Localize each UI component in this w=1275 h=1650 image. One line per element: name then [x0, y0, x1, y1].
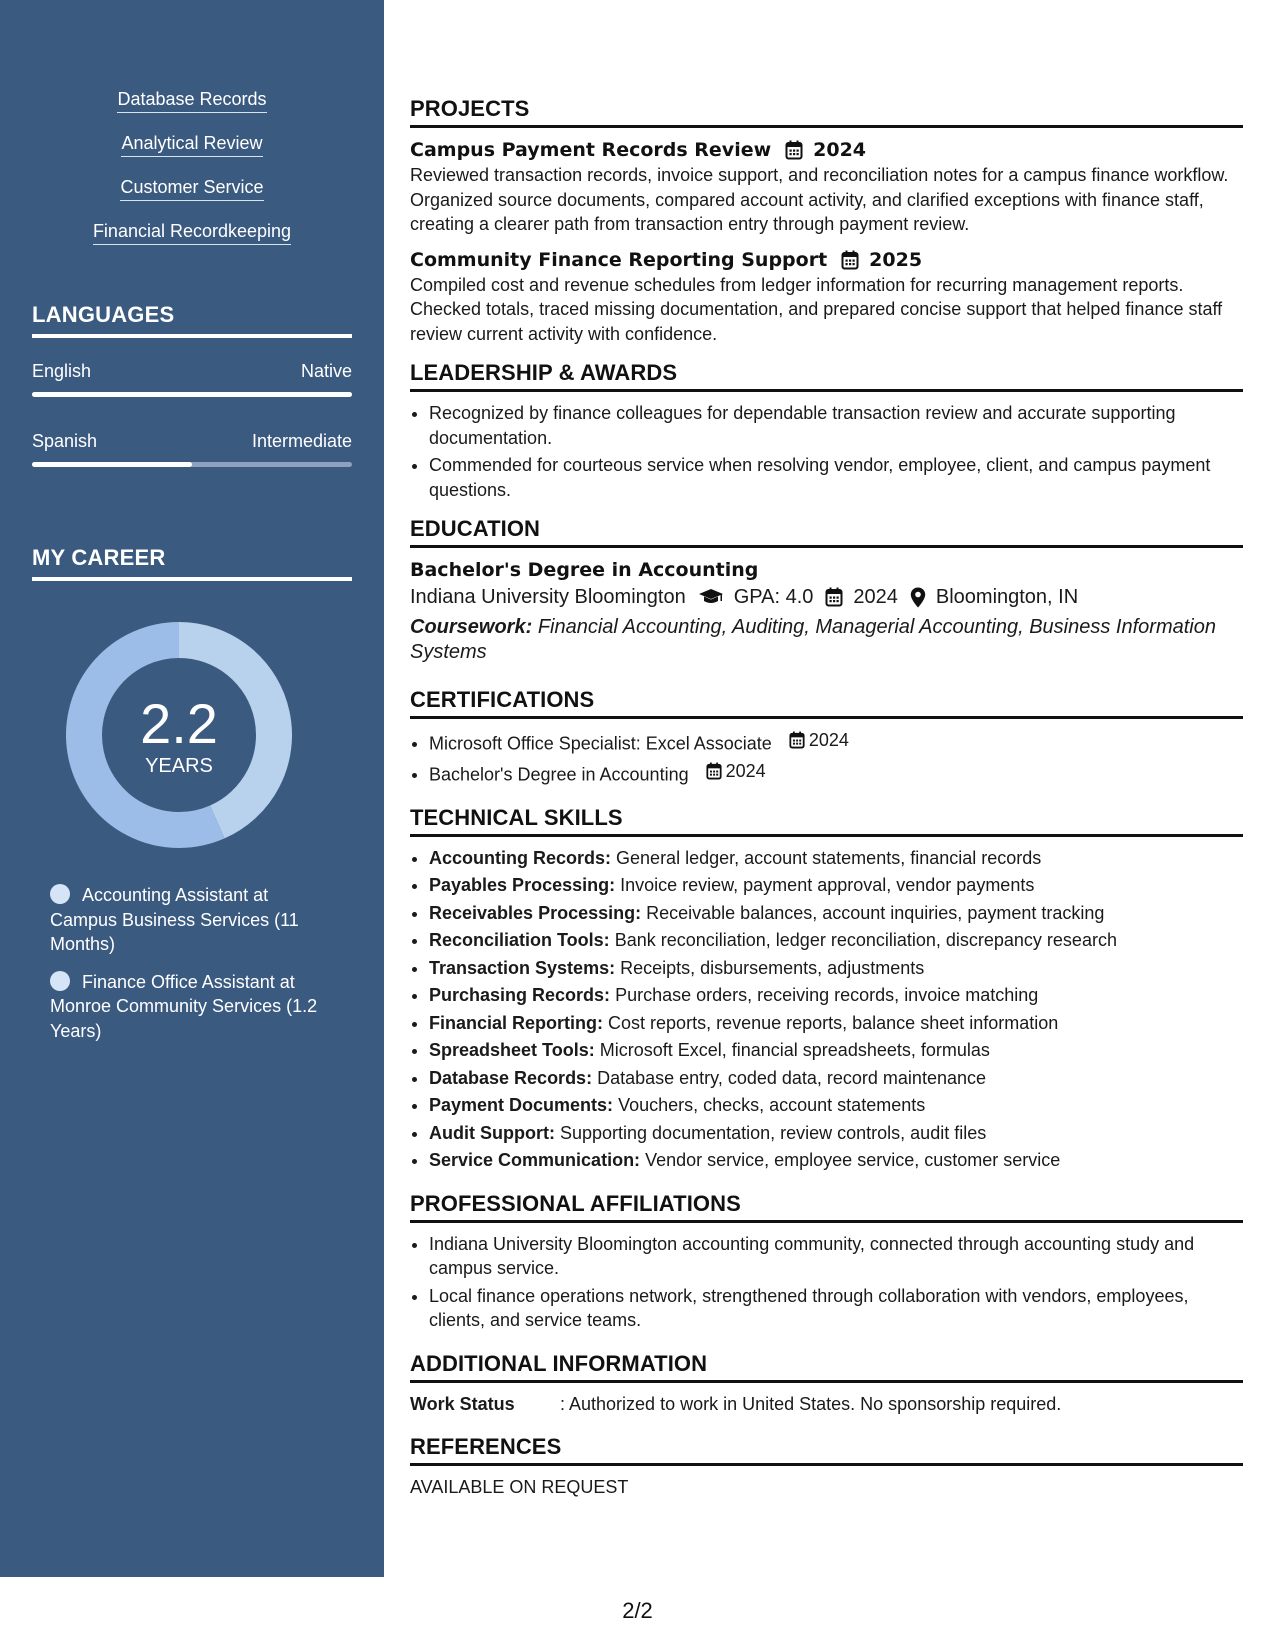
affiliations-list — [410, 1232, 1243, 1333]
language-level: Native — [300, 361, 352, 381]
sidebar — [0, 0, 384, 1577]
language-name: English — [32, 361, 92, 381]
languages-heading: LANGUAGES — [32, 302, 352, 338]
skill-label: Transaction Systems: — [429, 957, 616, 978]
career-item-text: Finance Office Assistant at Monroe Community Services (1.2 Years) — [50, 971, 318, 1041]
skill-item — [429, 928, 1243, 953]
skill-label: Financial Reporting: — [429, 1012, 604, 1033]
work-status-row — [410, 1392, 1243, 1416]
skill-item — [429, 983, 1243, 1008]
skill-value: Microsoft Excel, financial spreadsheets, formulas — [599, 1040, 990, 1060]
coursework — [410, 615, 1243, 665]
calendar-icon — [789, 731, 805, 749]
projects-section — [410, 96, 1243, 346]
affiliations-section — [410, 1191, 1243, 1333]
work-status-label: Work Status — [410, 1393, 515, 1414]
certification-item — [429, 728, 1243, 756]
language-proficiency-fill — [32, 462, 192, 467]
section-title: EDUCATION — [410, 516, 1243, 548]
skill-label: Purchasing Records: — [429, 985, 611, 1005]
skill-label: Receivables Processing: — [429, 902, 642, 923]
section-title: REFERENCES — [410, 1434, 1243, 1466]
project-name: Campus Payment Records Review — [410, 139, 772, 161]
career-heading: MY CAREER — [32, 545, 352, 581]
certifications-section — [410, 687, 1243, 787]
skill-value: Purchase orders, receiving records, invoice matching — [615, 985, 1039, 1005]
career-donut-chart — [66, 622, 292, 848]
page-number: 2/2 — [622, 1598, 653, 1623]
certification-date — [789, 728, 849, 753]
skill-item — [429, 1093, 1243, 1118]
work-status-value: : Authorized to work in United States. No sponsorship required. — [560, 1393, 1062, 1414]
project-title — [410, 247, 1243, 273]
education-details — [410, 583, 1243, 611]
skill-tag: Analytical Review — [121, 132, 262, 157]
skill-tag: Customer Service — [120, 176, 263, 201]
list-item: • Commended for courteous service when resolving vendor, employee, client, and campus payment questions. — [429, 453, 1243, 502]
main-content — [410, 96, 1243, 1513]
project-description: Compiled cost and revenue schedules from ledger information for recurring management reports. Checked totals, traced missing documentation, and prepared concise support that helped finance staff review current activity with confidence. — [410, 274, 1223, 344]
certification-date — [706, 759, 766, 784]
school-name: Indiana University Bloomington — [410, 586, 686, 608]
skill-label: Payables Processing: — [429, 875, 616, 895]
skill-tag: Financial Recordkeeping — [93, 220, 291, 245]
graduation-year: 2024 — [853, 586, 898, 608]
technical-skills-list — [410, 846, 1243, 1173]
coursework-label: Coursework: — [410, 616, 533, 638]
language-proficiency-bar — [32, 392, 352, 397]
bullet-dot-icon — [50, 884, 70, 904]
skill-item — [429, 1148, 1243, 1173]
certifications-list — [410, 728, 1243, 787]
certification-year: 2024 — [725, 760, 766, 781]
skill-value: Receipts, disbursements, adjustments — [620, 957, 925, 978]
section-title: ADDITIONAL INFORMATION — [410, 1351, 1243, 1383]
technical-skills-section — [410, 805, 1243, 1173]
skill-value: Cost reports, revenue reports, balance sheet information — [608, 1012, 1059, 1033]
calendar-icon — [825, 587, 843, 607]
language-level: Intermediate — [251, 431, 352, 451]
skill-label: Service Communication: — [429, 1150, 641, 1170]
skill-item — [429, 846, 1243, 871]
project-title — [410, 137, 1243, 163]
skill-label: Reconciliation Tools: — [429, 930, 610, 950]
certification-name: Bachelor's Degree in Accounting — [429, 764, 689, 784]
skill-label: Payment Documents: — [429, 1095, 614, 1115]
skill-label: Database Records: — [429, 1067, 593, 1088]
skill-value: Receivable balances, account inquiries, payment tracking — [646, 902, 1105, 923]
project-year: 2024 — [813, 139, 867, 161]
career-total-unit: YEARS — [145, 755, 213, 777]
location-pin-icon — [910, 587, 926, 608]
list-item: • Local finance operations network, strengthened through collaboration with vendors, employees, clients, and service teams. — [429, 1284, 1243, 1333]
calendar-icon — [785, 140, 803, 160]
degree-title: Bachelor's Degree in Accounting — [410, 559, 759, 581]
skill-item — [429, 956, 1243, 981]
skill-value: Bank reconciliation, ledger reconciliation, discrepancy research — [614, 930, 1117, 950]
section-title: CERTIFICATIONS — [410, 687, 1243, 719]
skill-label: Spreadsheet Tools: — [429, 1040, 595, 1060]
references-text: AVAILABLE ON REQUEST — [410, 1476, 629, 1497]
skill-tag: Database Records — [117, 88, 266, 113]
skill-tags — [0, 88, 384, 264]
education-section — [410, 516, 1243, 665]
language-proficiency-fill — [32, 392, 352, 397]
leadership-section — [410, 360, 1243, 502]
coursework-text: Financial Accounting, Auditing, Managerial Accounting, Business Information Systems — [410, 616, 1216, 663]
certification-item — [429, 759, 1243, 787]
skill-value: Database entry, coded data, record maintenance — [597, 1067, 987, 1088]
skill-label: Audit Support: — [429, 1122, 555, 1143]
skill-item — [429, 1066, 1243, 1091]
calendar-icon — [706, 762, 722, 780]
skill-value: Invoice review, payment approval, vendor payments — [620, 875, 1035, 895]
list-item: • Indiana University Bloomington accounting community, connected through accounting study and campus service. — [429, 1232, 1243, 1281]
language-english — [32, 360, 352, 397]
language-proficiency-bar — [32, 462, 352, 467]
career-list — [50, 883, 330, 1056]
skill-value: General ledger, account statements, financial records — [616, 847, 1042, 868]
project-year: 2025 — [869, 248, 923, 271]
section-title: PROFESSIONAL AFFILIATIONS — [410, 1191, 1243, 1223]
section-title: PROJECTS — [410, 96, 1243, 128]
school-location: Bloomington, IN — [935, 586, 1079, 608]
skill-item — [429, 1038, 1243, 1063]
bullet-dot-icon — [50, 971, 70, 991]
skill-label: Accounting Records: — [429, 847, 612, 868]
skill-item — [429, 901, 1243, 926]
leadership-list — [410, 401, 1243, 502]
references-section — [410, 1434, 1243, 1499]
project-name: Community Finance Reporting Support — [410, 248, 828, 271]
skill-item — [429, 1121, 1243, 1146]
section-title: TECHNICAL SKILLS — [410, 805, 1243, 837]
gpa: GPA: 4.0 — [733, 586, 814, 608]
skill-value: Supporting documentation, review controls, audit files — [559, 1122, 987, 1143]
graduation-cap-icon — [698, 588, 724, 606]
career-total-value: 2.2 — [140, 692, 218, 755]
certification-year: 2024 — [808, 730, 849, 750]
skill-item — [429, 1011, 1243, 1036]
skill-value: Vouchers, checks, account statements — [618, 1095, 926, 1115]
language-name: Spanish — [32, 431, 98, 451]
skill-item — [429, 873, 1243, 898]
list-item: • Recognized by finance colleagues for dependable transaction review and accurate supporting documentation. — [429, 401, 1243, 450]
career-item — [50, 883, 330, 957]
project-description: Reviewed transaction records, invoice support, and reconciliation notes for a campus finance workflow. Organized source documents, compared account activity, and clarified exceptions with finance staff, creating a clearer path from transaction entry through payment review. — [410, 165, 1229, 234]
skill-value: Vendor service, employee service, customer service — [645, 1150, 1061, 1170]
career-item — [50, 970, 330, 1044]
certification-name: Microsoft Office Specialist: Excel Associate — [429, 733, 772, 754]
section-title: LEADERSHIP & AWARDS — [410, 360, 1243, 392]
additional-info-section — [410, 1351, 1243, 1416]
language-spanish — [32, 430, 352, 467]
calendar-icon — [841, 250, 859, 270]
career-item-text: Accounting Assistant at Campus Business Services (11 Months) — [50, 885, 299, 954]
